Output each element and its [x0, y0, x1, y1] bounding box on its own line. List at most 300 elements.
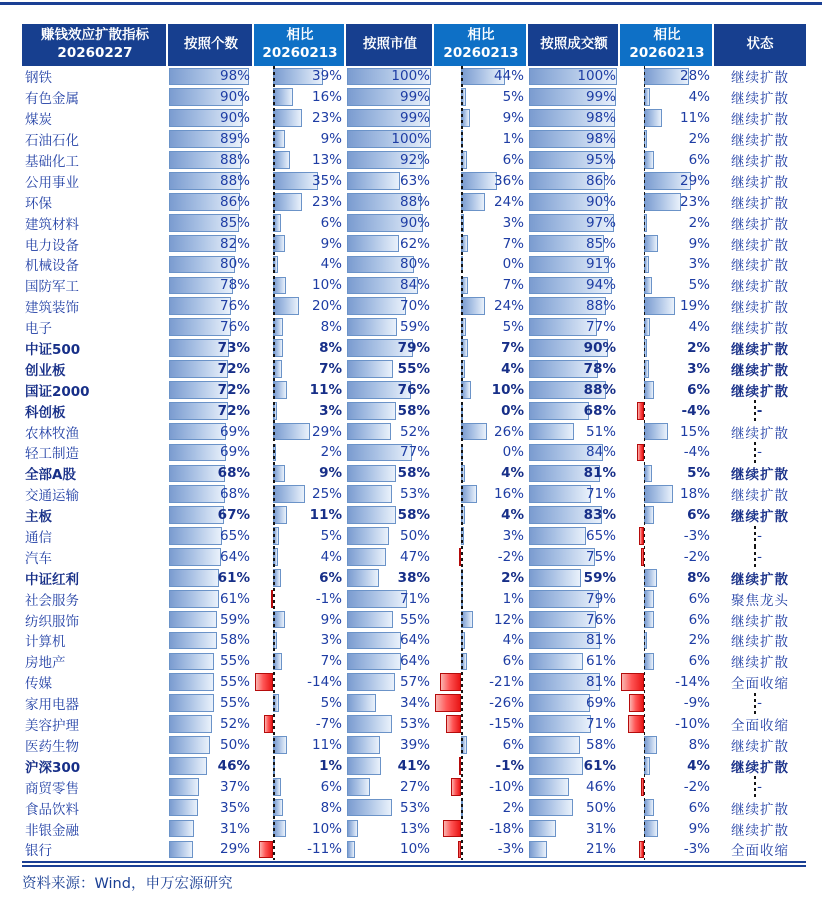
mcap-cell [346, 191, 434, 212]
amount-vs-value: 2% [687, 340, 710, 357]
row-label-cell [22, 735, 168, 756]
count-vs-cell [254, 776, 346, 797]
count-vs-cell [254, 212, 346, 233]
mcap-cell [346, 129, 434, 150]
count-vs-cell [254, 630, 346, 651]
amount-bar [529, 715, 591, 733]
amount-vs-value: 2% [688, 632, 710, 649]
count-vs-cell [254, 651, 346, 672]
mcap-vs-cell [434, 170, 528, 191]
row-label: 中证红利 [25, 571, 79, 588]
amount-vs-bar [644, 569, 657, 587]
zero-axis-dashed-line [273, 66, 275, 860]
count-vs-negative-bar [259, 841, 273, 859]
amount-cell [528, 275, 620, 296]
mcap-vs-bar [461, 485, 477, 503]
amount-vs-value: 9% [688, 235, 710, 252]
table-row [22, 776, 806, 797]
status-cell [714, 609, 806, 630]
mcap-vs-cell [434, 839, 528, 860]
amount-vs-negative-bar [628, 715, 644, 733]
count-value: 68% [217, 465, 250, 482]
count-value: 76% [219, 298, 250, 315]
header-vs1-line2: 20260213 [262, 45, 338, 61]
mcap-cell [346, 651, 434, 672]
count-vs-cell [254, 609, 346, 630]
mcap-vs-value: 44% [493, 68, 524, 85]
amount-cell [528, 233, 620, 254]
count-vs-cell [254, 108, 346, 129]
header-status [714, 24, 806, 66]
count-value: 35% [219, 799, 250, 816]
amount-bar [529, 841, 547, 859]
mcap-value: 58% [397, 402, 430, 419]
mcap-vs-cell [434, 567, 528, 588]
row-label: 创业板 [25, 362, 66, 379]
count-vs-value: 9% [320, 235, 342, 252]
amount-vs-cell [620, 233, 714, 254]
amount-vs-value: 9% [688, 820, 710, 837]
amount-value: 97% [585, 214, 616, 231]
count-cell [168, 358, 254, 379]
mcap-vs-cell [434, 797, 528, 818]
mcap-vs-negative-bar [451, 778, 461, 796]
row-label: 煤炭 [25, 112, 52, 129]
amount-value: 61% [585, 653, 616, 670]
mcap-vs-value: 1% [502, 131, 524, 148]
count-cell [168, 609, 254, 630]
count-value: 29% [219, 841, 250, 858]
count-value: 61% [217, 569, 250, 586]
mcap-value: 47% [399, 548, 430, 565]
table-row [22, 526, 806, 547]
row-label-cell [22, 66, 168, 87]
status-axis-dash [754, 546, 756, 567]
amount-vs-cell [620, 379, 714, 400]
amount-value: 90% [585, 193, 616, 210]
amount-vs-value: 6% [688, 653, 710, 670]
row-label: 机械设备 [25, 258, 79, 275]
table-row [22, 191, 806, 212]
table-row [22, 233, 806, 254]
amount-value: 51% [585, 423, 616, 440]
count-bar [169, 465, 225, 483]
amount-value: 75% [585, 548, 616, 565]
status-cell [714, 108, 806, 129]
mcap-cell [346, 317, 434, 338]
amount-vs-cell [620, 170, 714, 191]
amount-vs-negative-bar [637, 444, 644, 462]
amount-vs-cell [620, 338, 714, 359]
row-label-cell [22, 609, 168, 630]
amount-cell [528, 735, 620, 756]
amount-cell [528, 463, 620, 484]
count-cell [168, 463, 254, 484]
mcap-bar [347, 778, 370, 796]
mcap-vs-cell [434, 296, 528, 317]
mcap-bar [347, 172, 400, 190]
mcap-vs-value: 0% [502, 256, 524, 273]
row-label-cell [22, 776, 168, 797]
count-vs-value: 2% [320, 444, 342, 461]
count-vs-value: 4% [320, 548, 342, 565]
mcap-bar [347, 318, 397, 336]
mcap-vs-cell [434, 379, 528, 400]
amount-bar [529, 402, 589, 420]
status-cell [714, 714, 806, 735]
mcap-value: 53% [399, 799, 430, 816]
amount-vs-bar [644, 297, 675, 315]
mcap-cell [346, 296, 434, 317]
status-text: - [757, 778, 763, 795]
mcap-cell [346, 212, 434, 233]
count-vs-value: 6% [319, 569, 342, 586]
mcap-value: 70% [399, 298, 430, 315]
count-bar [169, 590, 219, 608]
status-cell [714, 463, 806, 484]
mcap-vs-value: 7% [502, 277, 524, 294]
count-cell [168, 588, 254, 609]
count-vs-bar [273, 193, 303, 211]
amount-value: 81% [585, 674, 616, 691]
row-label-cell [22, 296, 168, 317]
count-cell [168, 254, 254, 275]
mcap-vs-cell [434, 233, 528, 254]
count-cell [168, 108, 254, 129]
amount-value: 71% [585, 486, 616, 503]
row-label: 通信 [25, 530, 52, 547]
mcap-cell [346, 358, 434, 379]
status-cell [714, 651, 806, 672]
status-text: - [756, 402, 764, 419]
mcap-value: 50% [399, 528, 430, 545]
count-vs-value: 16% [311, 89, 342, 106]
row-label-cell [22, 212, 168, 233]
status-cell [714, 693, 806, 714]
header-by-amount-label: 按照成交额 [540, 36, 608, 53]
row-label: 电力设备 [25, 237, 79, 254]
count-value: 69% [219, 444, 250, 461]
header-indicator-line1: 赚钱效应扩散指标 [41, 27, 149, 44]
amount-vs-value: -14% [675, 674, 710, 691]
count-bar [169, 632, 217, 650]
mcap-cell [346, 567, 434, 588]
count-vs-cell [254, 379, 346, 400]
count-value: 72% [217, 381, 250, 398]
count-value: 76% [219, 319, 250, 336]
mcap-bar [347, 485, 392, 503]
mcap-vs-cell [434, 651, 528, 672]
amount-vs-value: 28% [679, 68, 710, 85]
count-cell [168, 442, 254, 463]
count-vs-cell [254, 463, 346, 484]
amount-vs-value: 18% [679, 486, 710, 503]
amount-value: 65% [585, 528, 616, 545]
count-vs-cell [254, 358, 346, 379]
count-bar [169, 444, 226, 462]
mcap-value: 55% [397, 360, 430, 377]
top-rule [0, 2, 822, 5]
mcap-vs-bar [461, 297, 485, 315]
count-value: 59% [219, 611, 250, 628]
mcap-vs-cell [434, 693, 528, 714]
amount-cell [528, 379, 620, 400]
status-text: - [757, 548, 763, 565]
status-cell [714, 672, 806, 693]
mcap-cell [346, 588, 434, 609]
count-vs-bar [273, 297, 299, 315]
count-cell [168, 400, 254, 421]
status-text: 继续扩散 [731, 258, 789, 275]
count-vs-value: 23% [311, 110, 342, 127]
amount-cell [528, 818, 620, 839]
count-vs-value: 7% [319, 360, 342, 377]
mcap-vs-cell [434, 442, 528, 463]
row-label-cell [22, 191, 168, 212]
amount-vs-value: -3% [683, 528, 710, 545]
amount-value: 79% [585, 590, 616, 607]
table-row [22, 129, 806, 150]
status-text: 继续扩散 [731, 738, 789, 755]
amount-vs-cell [620, 609, 714, 630]
row-label-cell [22, 755, 168, 776]
amount-vs-value: 8% [688, 736, 710, 753]
mcap-vs-negative-bar [446, 715, 461, 733]
mcap-cell [346, 714, 434, 735]
row-label: 环保 [25, 195, 52, 212]
mcap-value: 52% [399, 423, 430, 440]
table-body [22, 66, 806, 860]
count-vs-cell [254, 714, 346, 735]
count-value: 73% [217, 340, 250, 357]
amount-cell [528, 526, 620, 547]
amount-value: 78% [583, 360, 616, 377]
count-vs-negative-bar [264, 715, 273, 733]
mcap-vs-value: 5% [502, 319, 524, 336]
amount-vs-bar [644, 109, 662, 127]
amount-vs-value: 4% [688, 319, 710, 336]
amount-cell [528, 338, 620, 359]
amount-vs-cell [620, 797, 714, 818]
count-vs-cell [254, 233, 346, 254]
mcap-cell [346, 463, 434, 484]
count-value: 90% [219, 89, 250, 106]
mcap-vs-value: 3% [502, 528, 524, 545]
amount-vs-cell [620, 66, 714, 87]
status-text: 继续扩散 [731, 425, 789, 442]
mcap-value: 53% [399, 716, 430, 733]
count-cell [168, 275, 254, 296]
row-label: 公用事业 [25, 174, 79, 191]
row-label-cell [22, 317, 168, 338]
mcap-vs-cell [434, 526, 528, 547]
status-text: 继续扩散 [731, 822, 789, 839]
status-text: 继续扩散 [731, 279, 789, 296]
amount-vs-value: -4% [683, 444, 710, 461]
mcap-bar [347, 590, 407, 608]
amount-cell [528, 87, 620, 108]
count-bar [169, 841, 193, 859]
status-cell [714, 150, 806, 171]
amount-value: 31% [585, 820, 616, 837]
amount-vs-cell [620, 672, 714, 693]
mcap-value: 53% [399, 486, 430, 503]
mcap-vs-cell [434, 191, 528, 212]
count-vs-value: 5% [320, 695, 342, 712]
count-vs-cell [254, 170, 346, 191]
row-label-cell [22, 463, 168, 484]
count-vs-value: 9% [320, 131, 342, 148]
mcap-bar [347, 799, 392, 817]
table-row [22, 735, 806, 756]
count-vs-cell [254, 505, 346, 526]
mcap-bar [347, 360, 393, 378]
amount-value: 95% [585, 152, 616, 168]
amount-vs-cell [620, 87, 714, 108]
mcap-value: 77% [399, 444, 430, 461]
mcap-value: 80% [399, 256, 430, 273]
amount-bar [529, 423, 574, 441]
status-cell [714, 630, 806, 651]
amount-vs-value: 8% [687, 569, 710, 586]
mcap-vs-value: 0% [501, 402, 524, 419]
table-row [22, 463, 806, 484]
count-cell [168, 818, 254, 839]
header-by-mcap [346, 24, 434, 66]
status-cell [714, 66, 806, 87]
status-text: - [757, 444, 763, 461]
count-vs-bar [273, 465, 285, 483]
status-text: 继续扩散 [731, 70, 789, 87]
amount-vs-value: 5% [687, 465, 710, 482]
mcap-vs-value: 16% [493, 486, 524, 503]
count-vs-value: -14% [307, 674, 342, 691]
count-cell [168, 338, 254, 359]
amount-bar [529, 736, 580, 754]
count-cell [168, 505, 254, 526]
mcap-value: 99% [399, 110, 430, 127]
mcap-cell [346, 672, 434, 693]
count-vs-cell [254, 275, 346, 296]
status-text: 全面收缩 [731, 676, 789, 693]
count-bar [169, 485, 225, 503]
amount-bar [529, 799, 573, 817]
amount-vs-cell [620, 776, 714, 797]
mcap-vs-value: 4% [501, 507, 524, 524]
status-cell [714, 505, 806, 526]
table-row [22, 693, 806, 714]
amount-cell [528, 630, 620, 651]
row-label: 交通运输 [25, 488, 79, 505]
amount-cell [528, 108, 620, 129]
mcap-bar [347, 235, 399, 253]
header-vs1-line1: 相比 [286, 27, 314, 44]
header-by-count-label: 按照个数 [184, 36, 238, 53]
row-label-cell [22, 379, 168, 400]
mcap-vs-value: 4% [502, 632, 524, 649]
count-vs-value: 6% [320, 778, 342, 795]
amount-vs-value: 29% [679, 172, 710, 189]
mcap-cell [346, 150, 434, 171]
status-cell [714, 776, 806, 797]
mcap-vs-cell [434, 129, 528, 150]
count-value: 67% [217, 507, 250, 524]
mcap-vs-cell [434, 714, 528, 735]
mcap-bar [347, 297, 406, 315]
status-axis-dash [754, 776, 756, 797]
amount-vs-cell [620, 400, 714, 421]
row-label: 传媒 [25, 676, 52, 693]
count-cell [168, 672, 254, 693]
mcap-vs-value: -21% [489, 674, 524, 691]
mcap-vs-value: 6% [502, 736, 524, 753]
status-axis-dash [754, 400, 756, 421]
status-text: 继续扩散 [731, 655, 789, 672]
mcap-bar [347, 757, 381, 775]
count-value: 85% [219, 214, 250, 231]
mcap-vs-cell [434, 463, 528, 484]
amount-value: 59% [583, 569, 616, 586]
table-row [22, 421, 806, 442]
amount-vs-cell [620, 567, 714, 588]
status-cell [714, 191, 806, 212]
row-label: 钢铁 [25, 70, 52, 87]
mcap-vs-cell [434, 212, 528, 233]
count-vs-value: 1% [319, 757, 342, 774]
mcap-cell [346, 505, 434, 526]
table-row [22, 609, 806, 630]
mcap-value: 88% [399, 193, 430, 210]
count-value: 90% [219, 110, 250, 127]
amount-bar [529, 757, 583, 775]
amount-cell [528, 484, 620, 505]
mcap-vs-value: 24% [493, 193, 524, 210]
mcap-vs-cell [434, 275, 528, 296]
count-vs-value: 35% [311, 172, 342, 189]
count-bar [169, 527, 222, 545]
mcap-vs-cell [434, 338, 528, 359]
count-cell [168, 526, 254, 547]
mcap-vs-cell [434, 421, 528, 442]
row-label-cell [22, 358, 168, 379]
amount-value: 50% [585, 799, 616, 816]
count-vs-value: 39% [311, 68, 342, 85]
status-text: 继续扩散 [731, 174, 789, 191]
amount-cell [528, 755, 620, 776]
row-label-cell [22, 839, 168, 860]
amount-value: 86% [585, 172, 616, 189]
table-row [22, 317, 806, 338]
table-row [22, 588, 806, 609]
amount-cell [528, 212, 620, 233]
table-row [22, 87, 806, 108]
count-vs-cell [254, 526, 346, 547]
amount-cell [528, 317, 620, 338]
mcap-cell [346, 755, 434, 776]
count-value: 58% [219, 632, 250, 649]
amount-cell [528, 421, 620, 442]
amount-vs-value: 3% [688, 256, 710, 273]
count-cell [168, 484, 254, 505]
status-axis-dash [754, 442, 756, 463]
mcap-vs-cell [434, 735, 528, 756]
count-vs-bar [273, 485, 305, 503]
amount-value: 81% [585, 632, 616, 649]
row-label: 中证500 [25, 342, 81, 359]
mcap-cell [346, 108, 434, 129]
count-vs-cell [254, 254, 346, 275]
mcap-value: 38% [397, 569, 430, 586]
